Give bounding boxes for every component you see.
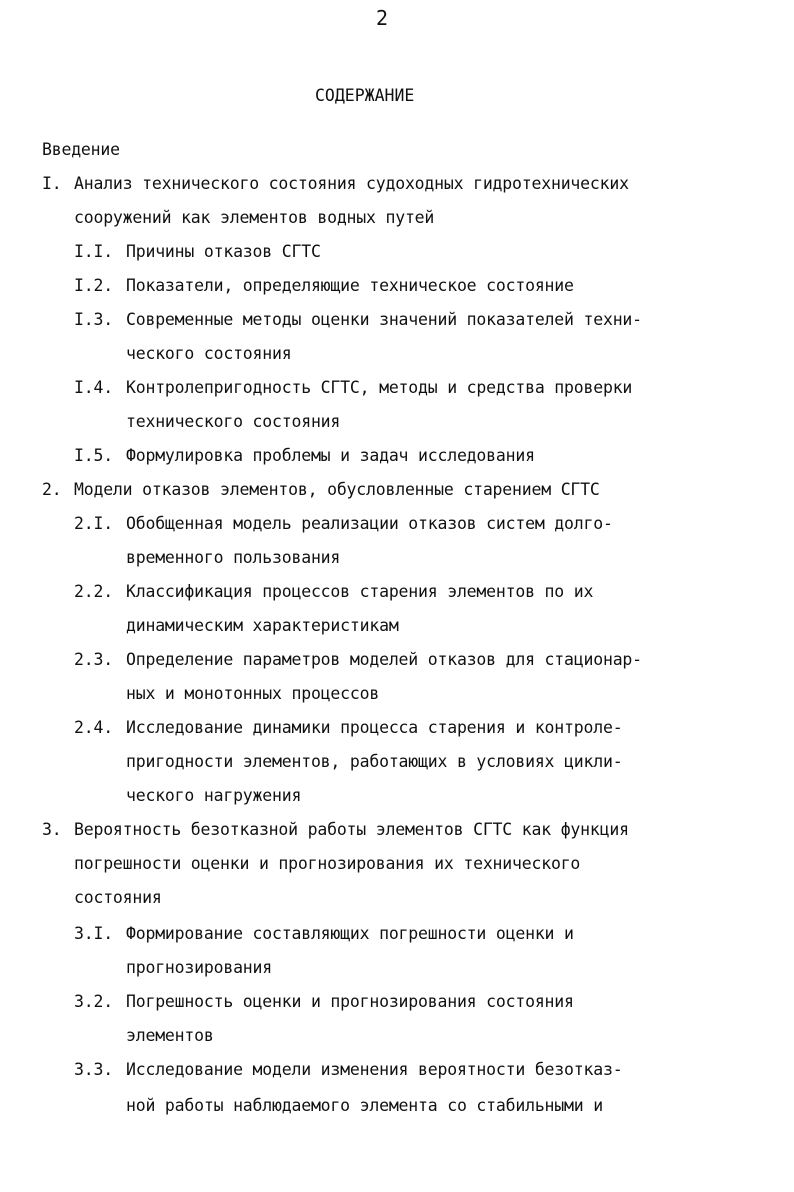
toc-entry <box>74 379 632 396</box>
toc-entry <box>74 651 642 668</box>
toc-entry <box>42 821 629 838</box>
toc-entry-continuation: сооружений как элементов водных путей <box>74 208 435 227</box>
toc-entry <box>74 1061 622 1078</box>
toc-entry-continuation: состояния <box>74 888 162 907</box>
toc-entry-title: Формулировка проблемы и задач исследования <box>126 446 535 465</box>
toc-entry-number: 3.3. <box>74 1060 113 1079</box>
toc-entry-continuation: технического состояния <box>126 412 341 431</box>
toc-entry-number: I.3. <box>74 310 113 329</box>
toc-entry-continuation: ческого нагружения <box>126 786 302 805</box>
page-title: СОДЕРЖАНИЕ <box>315 86 415 105</box>
toc-entry-title: Исследование модели изменения вероятности безотказ- <box>126 1060 623 1079</box>
toc-entry-title: Исследование динамики процесса старения и контроле- <box>126 718 623 737</box>
toc-entry-number: 2.3. <box>74 650 113 669</box>
toc-entry-continuation: временного пользования <box>126 548 341 567</box>
toc-entry-continuation: элементов <box>126 1026 214 1045</box>
toc-entry-continuation: динамическим характеристикам <box>126 616 399 635</box>
toc-entry-title: Определение параметров моделей отказов для стационар- <box>126 650 642 669</box>
toc-entry-continuation: прогнозирования <box>126 958 273 977</box>
toc-entry-number: 3.2. <box>74 992 113 1011</box>
toc-entry-number: 2.I. <box>74 514 113 533</box>
toc-entry-number: 2.4. <box>74 718 113 737</box>
toc-entry-title: Современные методы оценки значений показателей техни- <box>126 310 642 329</box>
toc-entry <box>42 175 629 192</box>
toc-entry-continuation: пригодности элементов, работающих в условиях цикли- <box>126 752 623 771</box>
toc-entry <box>74 993 574 1010</box>
toc-entry-title: Обобщенная модель реализации отказов систем долго- <box>126 514 613 533</box>
toc-entry-title: Контролепригодность СГТС, методы и средства проверки <box>126 378 633 397</box>
toc-entry-number: I. <box>42 174 62 193</box>
toc-entry-number: 3. <box>42 820 62 839</box>
toc-entry-continuation: ных и монотонных процессов <box>126 684 380 703</box>
toc-entry <box>74 243 321 260</box>
toc-entry-title: Модели отказов элементов, обусловленные старением СГТС <box>74 480 600 499</box>
toc-entry-title: Причины отказов СГТС <box>126 242 321 261</box>
toc-entry <box>74 719 622 736</box>
toc-entry-continuation: ческого состояния <box>126 344 292 363</box>
toc-entry-title: Формирование составляющих погрешности оценки и <box>126 924 574 943</box>
toc-entry-number: 3.I. <box>74 924 113 943</box>
toc-entry <box>74 583 593 600</box>
toc-entry-number: I.5. <box>74 446 113 465</box>
toc-entry-number: 2.2. <box>74 582 113 601</box>
toc-entry <box>74 277 574 294</box>
toc-entry <box>74 447 535 464</box>
toc-entry-title: Анализ технического состояния судоходных гидротехнических <box>74 174 629 193</box>
toc-entry <box>74 925 574 942</box>
toc-entry-number: I.2. <box>74 276 113 295</box>
toc-entry-title: Погрешность оценки и прогнозирования состояния <box>126 992 574 1011</box>
toc-entry-number: 2. <box>42 480 62 499</box>
toc-entry-number: I.I. <box>74 242 113 261</box>
toc-entry-title: Показатели, определяющие техническое состояние <box>126 276 574 295</box>
toc-entry-title: Вероятность безотказной работы элементов СГТС как функция <box>74 820 629 839</box>
toc-entry <box>74 515 613 532</box>
toc-entry <box>42 481 600 498</box>
toc-entry-number: I.4. <box>74 378 113 397</box>
toc-entry-continuation: погрешности оценки и прогнозирования их технического <box>74 854 581 873</box>
page-number: 2 <box>375 6 389 30</box>
intro-entry: Введение <box>42 140 120 159</box>
toc-entry-continuation: ной работы наблюдаемого элемента со стабильными и <box>126 1096 603 1115</box>
toc-entry-title: Классификация процессов старения элементов по их <box>126 582 594 601</box>
toc-entry <box>74 311 642 328</box>
